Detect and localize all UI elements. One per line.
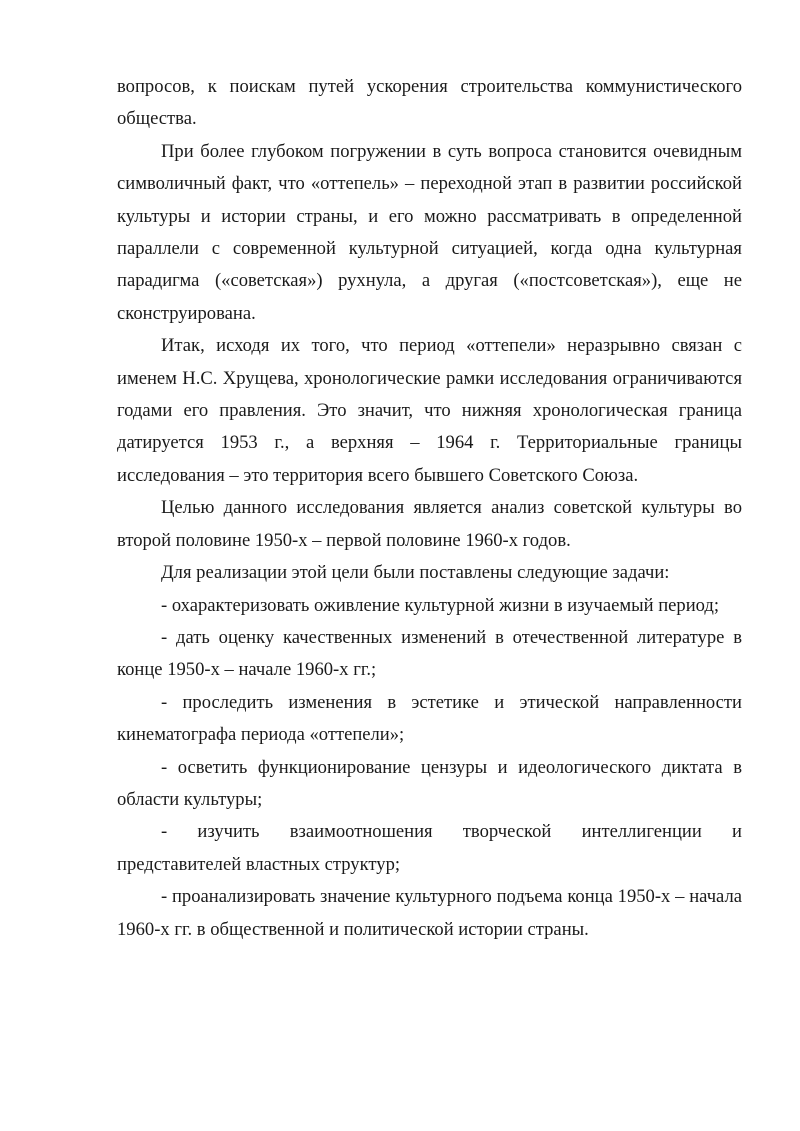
task-item: - проанализировать значение культурного подъема конца 1950-х – начала 1960-х гг. в общественной и политической истории страны. [117, 886, 742, 940]
document-body [117, 71, 742, 946]
task-item: - охарактеризовать оживление культурной жизни в изучаемый период; [161, 594, 720, 616]
task-item: - осветить функционирование цензуры и идеологического диктата в области культуры; [117, 756, 742, 810]
paragraph-continuation: вопросов, к поискам путей ускорения строительства коммунистического общества. [117, 76, 742, 130]
task-item: - дать оценку качественных изменений в отечественной литературе в конце 1950-х – начале 1960-х гг.; [117, 626, 742, 681]
paragraph-chronology: Итак, исходя их того, что период «оттепели» неразрывно связан с именем Н.С. Хрущева, хронологические рамки исследования ограничиваются годами его правления. Это значит, что нижняя хронологическая граница датируется 1953 г., а верхняя – 1964 г. Территориальные границы исследования – это территория всего бывшего Советского Союза. [117, 335, 742, 486]
task-item: - проследить изменения в эстетике и этической направленности кинематографа периода «оттепели»; [117, 691, 742, 746]
paragraph-context: При более глубоком погружении в суть вопроса становится очевидным символичный факт, что «оттепель» – переходной этап в развитии российской культуры и истории страны, и его можно рассматривать в определенной параллели с современной культурной ситуацией, когда одна культурная парадигма («советская») рухнула, а другая («постсоветская»), еще не сконструирована. [117, 140, 742, 324]
paragraph-tasks-intro: Для реализации этой цели были поставлены следующие задачи: [161, 562, 670, 584]
task-item: - изучить взаимоотношения творческой интеллигенции и представителей властных структур; [117, 821, 742, 875]
paragraph-goal: Целью данного исследования является анализ советской культуры во второй половине 1950-х – первой половине 1960-х годов. [117, 497, 742, 551]
